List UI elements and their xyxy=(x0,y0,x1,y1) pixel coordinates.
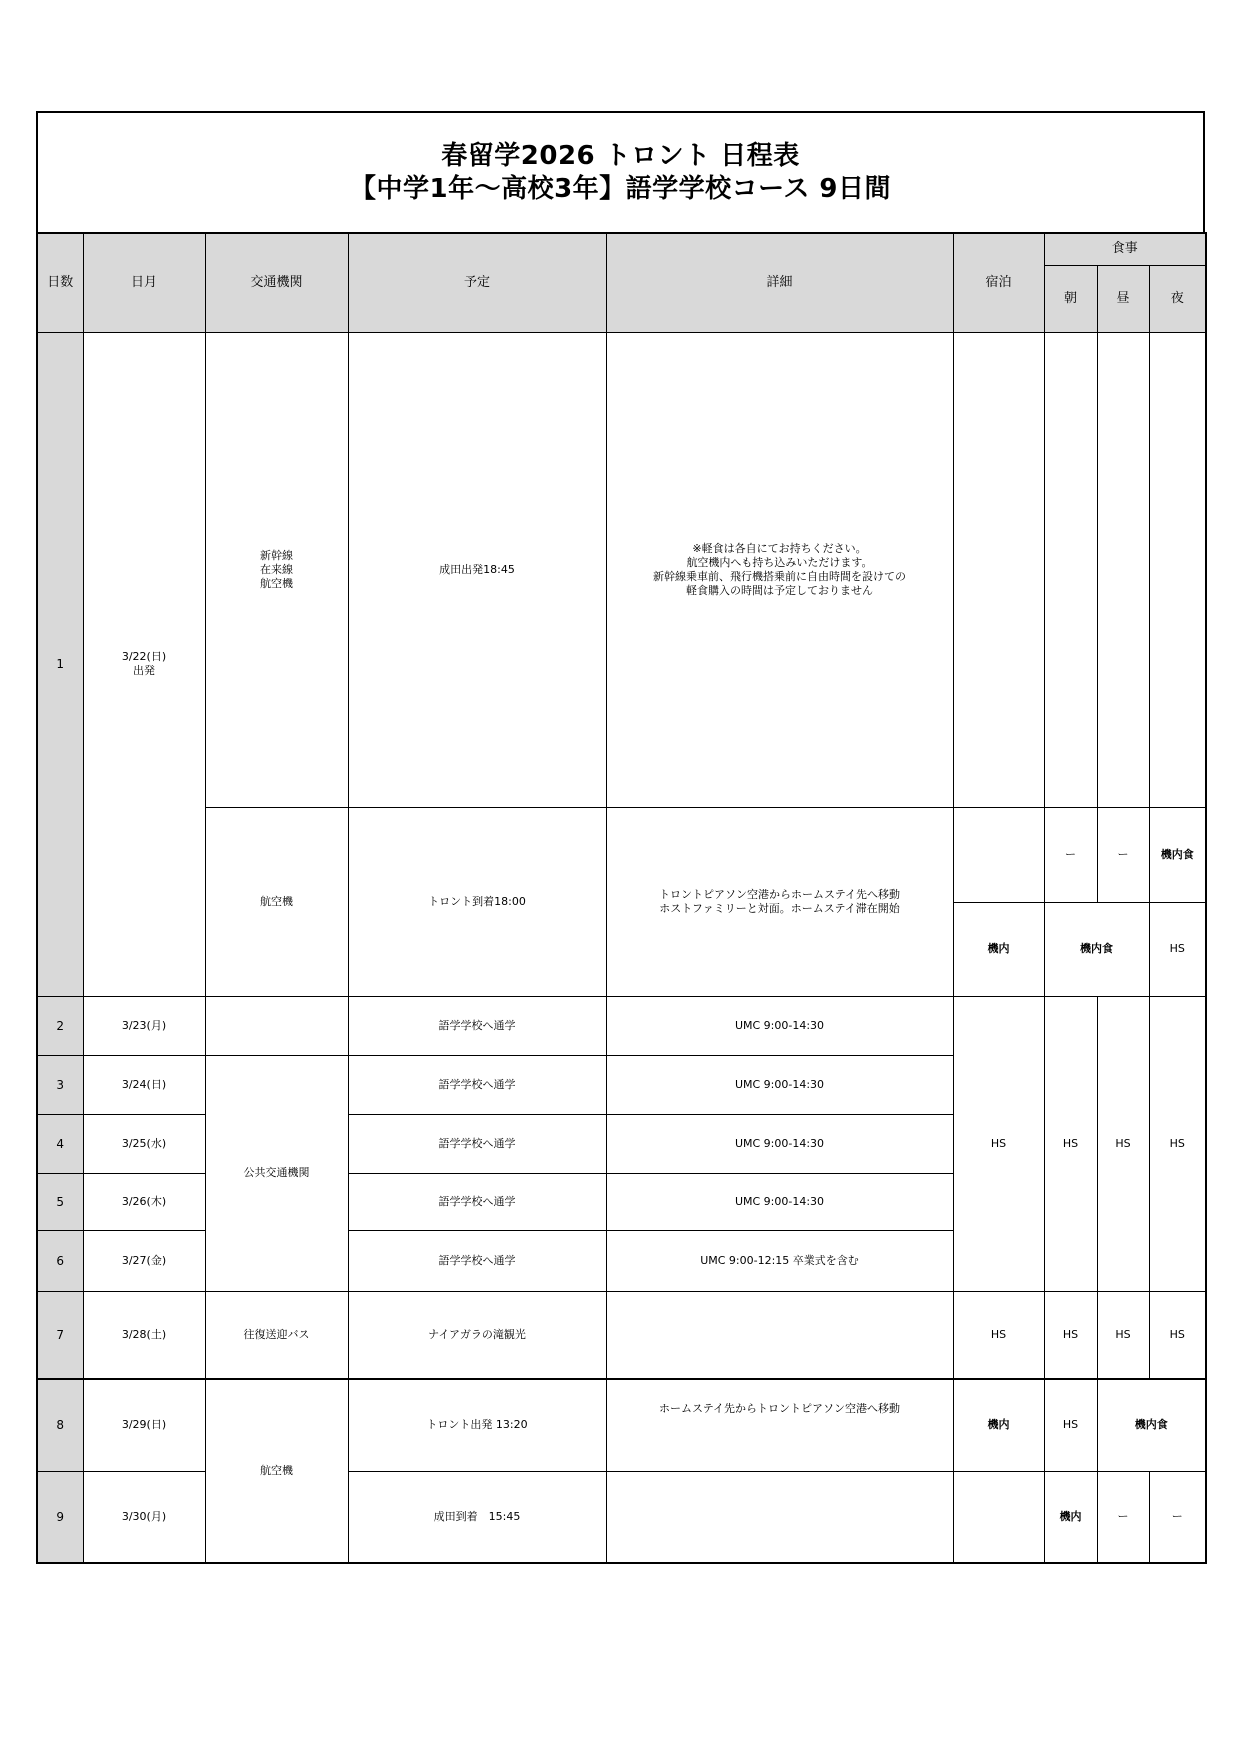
day-number: 4 xyxy=(37,1114,83,1173)
header-plan: 予定 xyxy=(348,233,606,332)
stay-cell: 機内 xyxy=(953,902,1044,996)
lunch-cell: HS xyxy=(1097,996,1149,1291)
plan-cell: 語学学校へ通学 xyxy=(348,1055,606,1114)
transport-line: 航空機 xyxy=(260,576,293,590)
transport-cell: 航空機 xyxy=(205,807,348,996)
transport-line: 新幹線 xyxy=(260,548,293,562)
date-cell xyxy=(83,332,205,996)
title-box xyxy=(36,111,1205,232)
stay-cell xyxy=(953,807,1044,902)
date-cell: 3/25(水) xyxy=(83,1114,205,1173)
date-cell: 3/29(日) xyxy=(83,1379,205,1471)
plan-cell: 成田出発18:45 xyxy=(348,332,606,807)
breakfast-cell: HS xyxy=(1044,996,1097,1291)
date-cell: 3/27(金) xyxy=(83,1230,205,1291)
header-lunch: 昼 xyxy=(1097,265,1149,332)
dinner-cell xyxy=(1149,332,1206,807)
dinner-cell: ー xyxy=(1149,1471,1206,1563)
transport-cell: 航空機 xyxy=(205,1379,348,1563)
plan-cell: ナイアガラの滝観光 xyxy=(348,1291,606,1379)
date-cell: 3/23(月) xyxy=(83,996,205,1055)
plan-cell: トロント出発 13:20 xyxy=(348,1379,606,1471)
table-row-day2 xyxy=(37,996,1206,1055)
transport-cell xyxy=(205,996,348,1055)
stay-cell xyxy=(953,1471,1044,1563)
detail-cell xyxy=(606,332,953,807)
plan-cell: 語学学校へ通学 xyxy=(348,1230,606,1291)
dinner-cell: 機内食 xyxy=(1149,807,1206,902)
schedule-sheet xyxy=(36,111,1205,1564)
detail-line: ※軽食は各自にてお持ちください。 xyxy=(692,541,867,555)
breakfast-cell: 機内 xyxy=(1044,1471,1097,1563)
table-row-day1-a xyxy=(37,332,1206,807)
detail-cell xyxy=(606,1471,953,1563)
schedule-table xyxy=(36,232,1207,1564)
date-cell: 3/26(木) xyxy=(83,1173,205,1230)
date-cell: 3/24(日) xyxy=(83,1055,205,1114)
lunch-cell: ー xyxy=(1097,1471,1149,1563)
header-dinner: 夜 xyxy=(1149,265,1206,332)
table-row-day1-b xyxy=(37,807,1206,902)
meal-cell-breakfast-lunch: 機内食 xyxy=(1044,902,1149,996)
dinner-cell: HS xyxy=(1149,902,1206,996)
date-cell: 3/30(月) xyxy=(83,1471,205,1563)
table-row-day7 xyxy=(37,1291,1206,1379)
header-stay: 宿泊 xyxy=(953,233,1044,332)
header-meals: 食事 xyxy=(1044,233,1206,265)
transport-cell: 公共交通機関 xyxy=(205,1055,348,1291)
detail-cell: ホームステイ先からトロントピアソン空港へ移動 xyxy=(606,1379,953,1471)
table-row-day8 xyxy=(37,1379,1206,1471)
plan-cell: 語学学校へ通学 xyxy=(348,996,606,1055)
detail-cell: UMC 9:00-14:30 xyxy=(606,1055,953,1114)
day-number: 6 xyxy=(37,1230,83,1291)
day-number: 7 xyxy=(37,1291,83,1379)
day-number: 1 xyxy=(37,332,83,996)
detail-cell: UMC 9:00-14:30 xyxy=(606,1114,953,1173)
header-detail: 詳細 xyxy=(606,233,953,332)
plan-cell: トロント到着18:00 xyxy=(348,807,606,996)
meal-cell-lunch-dinner: 機内食 xyxy=(1097,1379,1206,1471)
stay-cell xyxy=(953,332,1044,807)
detail-cell: UMC 9:00-12:15 卒業式を含む xyxy=(606,1230,953,1291)
date-cell: 3/28(土) xyxy=(83,1291,205,1379)
breakfast-cell: HS xyxy=(1044,1291,1097,1379)
stay-cell: HS xyxy=(953,996,1044,1291)
day-number: 9 xyxy=(37,1471,83,1563)
plan-cell: 語学学校へ通学 xyxy=(348,1173,606,1230)
dinner-cell: HS xyxy=(1149,1291,1206,1379)
detail-line: トロントピアソン空港からホームステイ先へ移動 xyxy=(658,887,900,901)
stay-cell: HS xyxy=(953,1291,1044,1379)
detail-line: 新幹線乗車前、飛行機搭乗前に自由時間を設けての xyxy=(653,569,906,583)
detail-cell xyxy=(606,1291,953,1379)
detail-line: ホストファミリーと対面。ホームステイ滞在開始 xyxy=(659,901,900,915)
dinner-cell: HS xyxy=(1149,996,1206,1291)
transport-line: 在来線 xyxy=(260,562,293,576)
detail-line: 航空機内へも持ち込みいただけます。 xyxy=(686,555,873,569)
date-note: 出発 xyxy=(133,664,155,677)
title-line-2: 【中学1年～高校3年】語学学校コース 9日間 xyxy=(349,173,892,204)
detail-line: 軽食購入の時間は予定しておりません xyxy=(686,583,873,597)
stay-cell: 機内 xyxy=(953,1379,1044,1471)
transport-cell: 往復送迎バス xyxy=(205,1291,348,1379)
lunch-cell: HS xyxy=(1097,1291,1149,1379)
breakfast-cell: ー xyxy=(1044,807,1097,902)
header-day-no: 日数 xyxy=(37,233,83,332)
transport-cell xyxy=(205,332,348,807)
header-breakfast: 朝 xyxy=(1044,265,1097,332)
plan-cell: 語学学校へ通学 xyxy=(348,1114,606,1173)
day-number: 2 xyxy=(37,996,83,1055)
day-number: 5 xyxy=(37,1173,83,1230)
day-number: 8 xyxy=(37,1379,83,1471)
breakfast-cell xyxy=(1044,332,1097,807)
plan-cell: 成田到着 15:45 xyxy=(348,1471,606,1563)
detail-cell xyxy=(606,807,953,996)
header-date: 日月 xyxy=(83,233,205,332)
date-text: 3/22(日) xyxy=(121,650,167,663)
header-transport: 交通機関 xyxy=(205,233,348,332)
detail-cell: UMC 9:00-14:30 xyxy=(606,1173,953,1230)
lunch-cell: ー xyxy=(1097,807,1149,902)
title-line-1: 春留学2026 トロント 日程表 xyxy=(441,140,800,171)
lunch-cell xyxy=(1097,332,1149,807)
detail-cell: UMC 9:00-14:30 xyxy=(606,996,953,1055)
day-number: 3 xyxy=(37,1055,83,1114)
breakfast-cell: HS xyxy=(1044,1379,1097,1471)
